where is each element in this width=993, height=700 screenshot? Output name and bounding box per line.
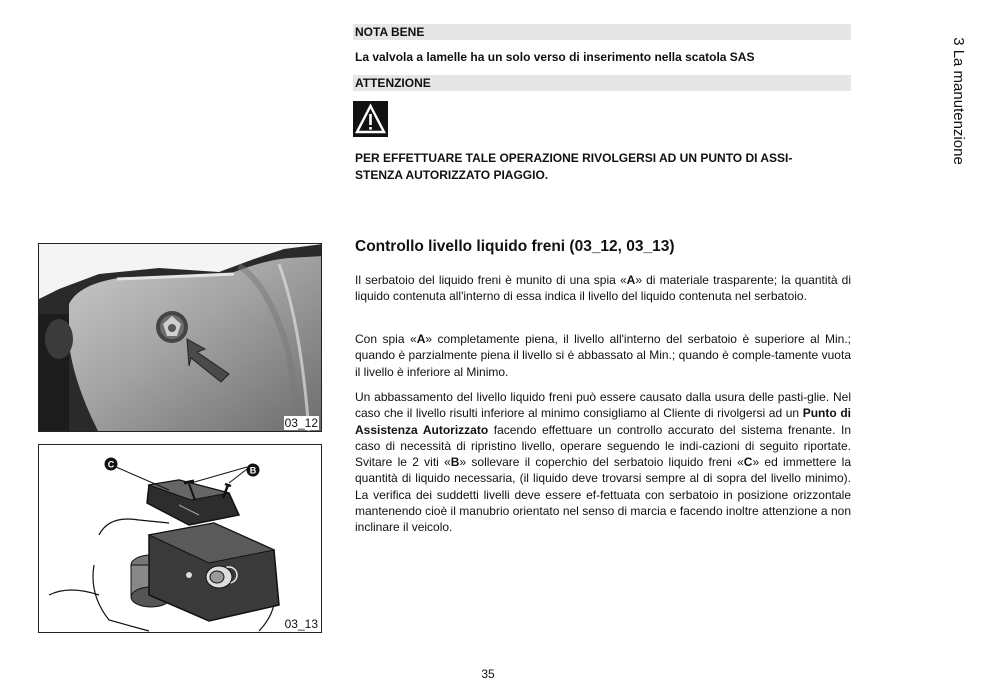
warning-triangle-icon <box>353 101 388 137</box>
callout-c: C <box>107 459 115 470</box>
p3-text-e: » sollevare il coperchio del serbatoio liquido freni « <box>459 455 744 470</box>
p3-text-a: Un abbassamento del livello liquido freni può essere causato dalla usura delle pasti-glie. Nel caso che il livello risulti inferiore al minimo consigliamo al Cliente di rivolgersi ad un <box>355 390 851 421</box>
p2-text-c: » completamente piena, il livello all'interno del serbatoio è superiore al Min.; quando è parzialmente piena il livello si è abbassato al Min.; quando è comple-tamente vuota il livello è inferiore al Minimo. <box>355 332 852 379</box>
brake-reservoir-photo <box>39 244 322 432</box>
nota-bene-heading: NOTA BENE <box>353 24 851 40</box>
section-title: Controllo livello liquido freni (03_12, 03_13) <box>355 238 675 255</box>
reservoir-exploded-drawing <box>39 445 322 633</box>
callout-b: B <box>249 465 257 476</box>
nota-bene-text: La valvola a lamelle ha un solo verso di inserimento nella scatola SAS <box>355 50 755 64</box>
attenzione-heading: ATTENZIONE <box>353 75 851 91</box>
figure-03-12 <box>38 243 322 432</box>
figure-label-03-13: 03_13 <box>284 617 318 631</box>
paragraph-3 <box>355 389 851 536</box>
p1-text-a: Il serbatoio del liquido freni è munito di una spia « <box>355 273 627 287</box>
attenzione-text-line2: STENZA AUTORIZZATO PIAGGIO. <box>355 168 549 182</box>
attenzione-text-line1: PER EFFETTUARE TALE OPERAZIONE RIVOLGERSI AD UN PUNTO DI ASSI- <box>355 151 793 165</box>
p3-bold-service: Punto di Assistenza Autorizzato <box>355 406 851 437</box>
p2-ref-a: A <box>416 332 426 346</box>
paragraph-1 <box>355 272 851 305</box>
p1-ref-a: A <box>626 273 636 287</box>
p3-ref-c: C <box>743 455 753 470</box>
page-number: 35 <box>481 667 495 681</box>
p1-text-c: » di materiale trasparente; la quantità di liquido contenuta all'interno di essa indica il livello del liquido contenuta nel serbatoio. <box>355 273 851 304</box>
p3-text-g: » ed immettere la quantità di liquido necessaria, (il liquido deve trovarsi sempre al di sopra del livello minimo). La verifica dei suddetti livelli deve essere ef-fettuata con serbatoio in posizione orizzontale mantenendo cioè il manubrio orientato nel senso di marcia e facendo inoltre attenzione a non inclinare il veicolo. <box>355 455 851 535</box>
p3-text-c: facendo effettuare un controllo accurato del sistema frenante. In caso di necessità di ripristino livello, operare seguendo le indi-cazioni di seguito riportate. Svitare le 2 viti « <box>355 422 851 470</box>
figure-label-03-12: 03_12 <box>284 416 318 430</box>
figure-03-13 <box>38 444 322 633</box>
p2-text-a: Con spia « <box>355 332 417 346</box>
chapter-label: 3 La manutenzione <box>950 37 967 165</box>
p3-ref-b: B <box>450 455 460 470</box>
paragraph-2 <box>355 331 851 380</box>
